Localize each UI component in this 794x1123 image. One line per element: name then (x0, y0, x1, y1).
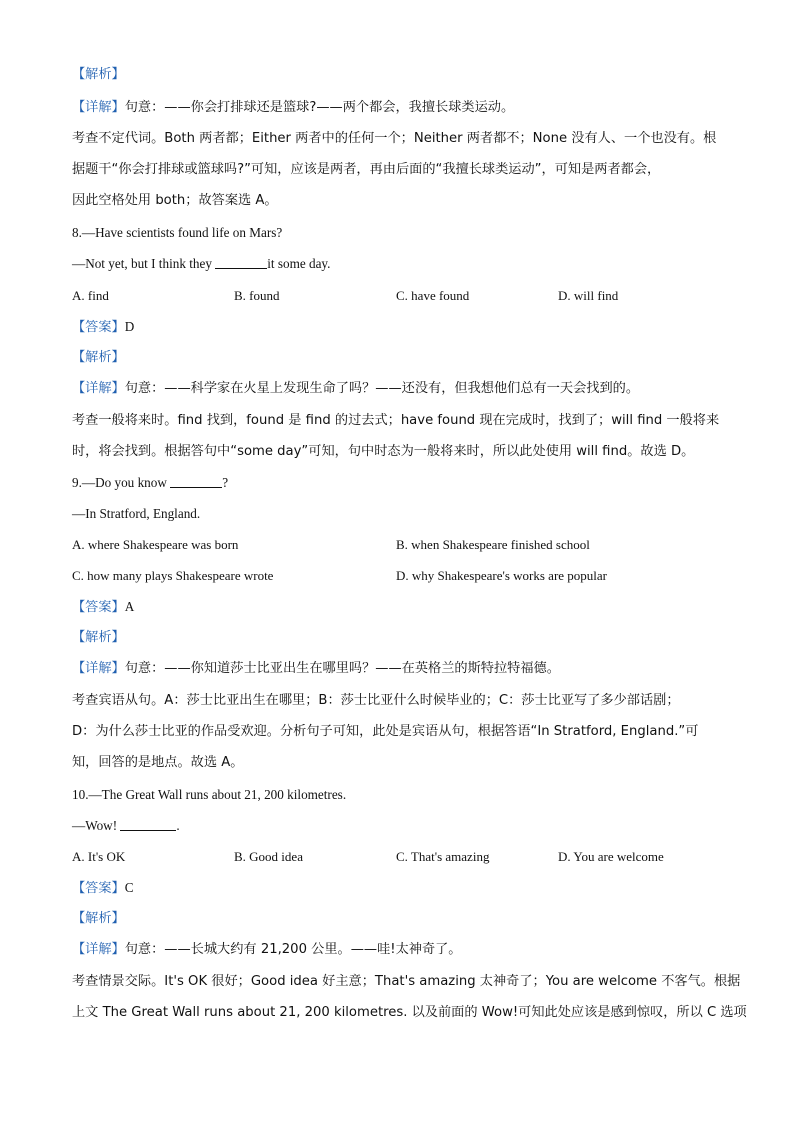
q8-analysis-heading (72, 349, 125, 367)
q8-answer-line (72, 318, 134, 337)
q8-option-b: B. found (234, 288, 280, 303)
q10-option-c: C. That's amazing (396, 849, 490, 864)
q9-stem (72, 474, 228, 492)
q9-explanation-3: 知，回答的是地点。故选 A。 (72, 755, 244, 770)
q8-stem: 8.—Have scientists found life on Mars? (72, 225, 283, 240)
q8-option-c: C. have found (396, 288, 470, 303)
q8-reply-pre: —Not yet, but I think they (72, 256, 216, 271)
q10-stem: 10.—The Great Wall runs about 21, 200 kilometres. (72, 787, 347, 802)
detail-tag: 【详解】 (72, 100, 125, 115)
q7-explanation-1: 考查不定代词。Both 两者都；Either 两者中的任何一个；Neither 两者都不；None 没有人、一个也没有。根 (72, 131, 717, 146)
q9-explanation-1: 考查宾语从句。A：莎士比亚出生在哪里；B：莎士比亚什么时候毕业的；C：莎士比亚写了多少部话剧； (72, 693, 680, 708)
analysis-tag: 【解析】 (72, 630, 125, 645)
q10-option-b: B. Good idea (234, 849, 303, 864)
q10-detail-text: 句意：——长城大约有 21,200 公里。——哇!太神奇了。 (124, 942, 462, 957)
analysis-tag: 【解析】 (72, 67, 125, 82)
q9-stem-post: ? (222, 475, 229, 490)
detail-tag: 【详解】 (72, 381, 125, 396)
q10-option-d: D. You are welcome (558, 849, 664, 864)
detail-tag: 【详解】 (72, 942, 125, 957)
answer-blank (215, 256, 267, 269)
q7-detail-text: 句意：——你会打排球还是篮球?——两个都会，我擅长球类运动。 (124, 100, 515, 115)
q8-answer: D (124, 319, 135, 334)
q7-explanation-2: 据题干“你会打排球或篮球吗?”可知，应该是两者，再由后面的“我擅长球类运动”，可知是两者都会， (72, 162, 661, 177)
q8-explanation-1: 考查一般将来时。find 找到，found 是 find 的过去式；have found 现在完成时，找到了；will find 一般将来 (72, 413, 720, 428)
q9-option-c: C. how many plays Shakespeare wrote (72, 568, 274, 583)
q7-analysis-heading (72, 66, 125, 84)
answer-tag: 【答案】 (72, 320, 125, 335)
q9-answer: A (124, 599, 135, 614)
q8-option-d: D. will find (558, 288, 619, 303)
q9-stem-pre: 9.—Do you know (72, 475, 171, 490)
q9-detail-text: 句意：——你知道莎士比亚出生在哪里吗？——在英格兰的斯特拉特福德。 (124, 661, 560, 676)
q9-option-b: B. when Shakespeare finished school (396, 537, 590, 552)
q10-reply (72, 817, 180, 835)
q10-reply-pre: —Wow! (72, 818, 121, 833)
q9-explanation-2: D：为什么莎士比亚的作品受欢迎。分析句子可知，此处是宾语从句，根据答语“In Stratford, England.”可 (72, 724, 699, 739)
answer-tag: 【答案】 (72, 600, 125, 615)
q8-reply-post: it some day. (267, 256, 331, 271)
q9-option-a: A. where Shakespeare was born (72, 537, 239, 552)
q10-reply-post: . (176, 818, 180, 833)
q8-reply (72, 255, 330, 273)
analysis-tag: 【解析】 (72, 350, 125, 365)
answer-blank (120, 818, 176, 831)
q9-answer-line (72, 598, 134, 617)
answer-blank (170, 475, 222, 488)
q10-explanation-1: 考查情景交际。It's OK 很好；Good idea 好主意；That's amazing 太神奇了；You are welcome 不客气。根据 (72, 974, 741, 989)
q10-analysis-heading (72, 910, 125, 928)
detail-tag: 【详解】 (72, 661, 125, 676)
q10-explanation-2: 上文 The Great Wall runs about 21, 200 kilometres. 以及前面的 Wow!可知此处应该是感到惊叹，所以 C 选项 (72, 1005, 747, 1020)
q8-explanation-2: 时，将会找到。根据答句中“some day”可知，句中时态为一般将来时，所以此处使用 will find。故选 D。 (72, 444, 695, 459)
analysis-tag: 【解析】 (72, 911, 125, 926)
q8-detail-text: 句意：——科学家在火星上发现生命了吗？——还没有，但我想他们总有一天会找到的。 (124, 381, 640, 396)
q8-detail-line (72, 380, 639, 398)
q10-option-a: A. It's OK (72, 849, 126, 864)
q8-option-a: A. find (72, 288, 109, 303)
q9-option-d: D. why Shakespeare's works are popular (396, 568, 608, 583)
q9-reply: —In Stratford, England. (72, 506, 201, 521)
q7-explanation-3: 因此空格处用 both；故答案选 A。 (72, 193, 278, 208)
q9-analysis-heading (72, 629, 125, 647)
q10-answer-line (72, 879, 134, 898)
answer-tag: 【答案】 (72, 881, 125, 896)
q10-answer: C (124, 880, 134, 895)
q10-detail-line (72, 941, 462, 959)
q9-detail-line (72, 660, 560, 678)
q7-detail-line (72, 99, 514, 117)
